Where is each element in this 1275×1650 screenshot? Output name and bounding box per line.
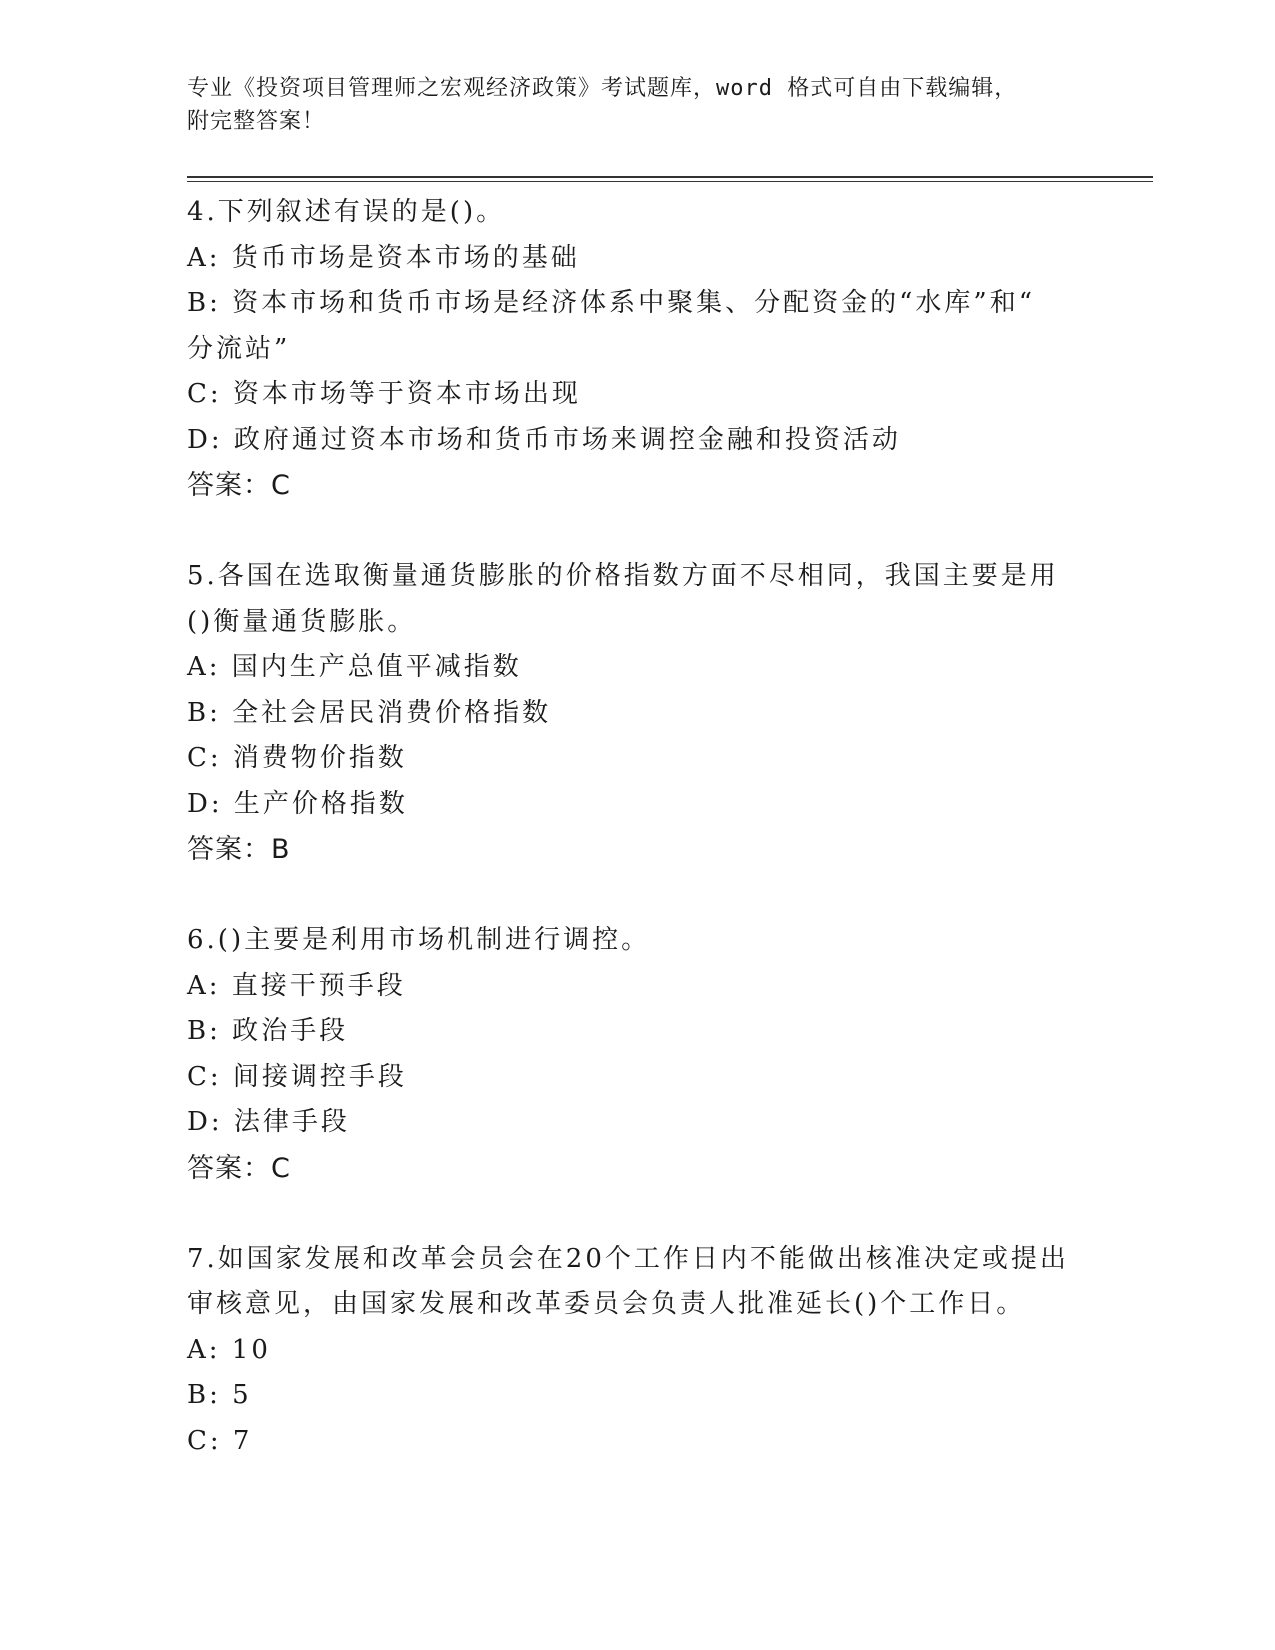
option-b: B: 全社会居民消费价格指数 bbox=[187, 697, 552, 728]
question-stem: 6.()主要是利用市场机制进行调控。 bbox=[187, 925, 651, 955]
question-5 bbox=[187, 554, 1087, 873]
option-d: D: 生产价格指数 bbox=[187, 788, 408, 819]
option-c: C: 7 bbox=[187, 1425, 253, 1456]
question-list bbox=[187, 190, 1087, 1464]
option-c: C: 消费物价指数 bbox=[187, 743, 407, 773]
question-4 bbox=[187, 190, 1087, 509]
answer: 答案：B bbox=[187, 834, 291, 865]
header-line-1: 专业《投资项目管理师之宏观经济政策》考试题库，word 格式可自由下载编辑， bbox=[187, 76, 1018, 101]
document-header bbox=[187, 72, 1047, 138]
question-stem: 4.下列叙述有误的是()。 bbox=[187, 197, 506, 227]
option-b-continued: 分流站” bbox=[187, 333, 291, 364]
option-d: D: 法律手段 bbox=[187, 1107, 350, 1137]
header-rule-thick bbox=[187, 176, 1153, 178]
answer: 答案：C bbox=[187, 1152, 291, 1184]
answer: 答案：C bbox=[187, 470, 291, 501]
question-7 bbox=[187, 1237, 1087, 1465]
question-stem-continued: 审核意见，由国家发展和改革委员会负责人批准延长()个工作日。 bbox=[187, 1289, 1026, 1319]
option-c: C: 间接调控手段 bbox=[187, 1061, 407, 1092]
option-a: A: 直接干预手段 bbox=[187, 970, 406, 1001]
question-6 bbox=[187, 918, 1087, 1191]
option-b: B: 资本市场和货币市场是经济体系中聚集、分配资金的“水库”和“ bbox=[187, 288, 1036, 318]
option-a: A: 货币市场是资本市场的基础 bbox=[187, 242, 580, 273]
header-rule-thin bbox=[187, 181, 1153, 182]
question-stem-continued: ()衡量通货膨胀。 bbox=[187, 606, 417, 637]
option-c: C: 资本市场等于资本市场出现 bbox=[187, 379, 581, 409]
option-a: A: 10 bbox=[187, 1334, 271, 1365]
option-b: B: 5 bbox=[187, 1380, 252, 1410]
question-stem: 5.各国在选取衡量通货膨胀的价格指数方面不尽相同，我国主要是用 bbox=[187, 561, 1059, 591]
question-stem: 7.如国家发展和改革会员会在20个工作日内不能做出核准决定或提出 bbox=[187, 1243, 1069, 1274]
option-b: B: 政治手段 bbox=[187, 1016, 349, 1046]
header-line-2: 附完整答案！ bbox=[187, 109, 326, 134]
option-a: A: 国内生产总值平减指数 bbox=[187, 652, 522, 682]
option-d: D: 政府通过资本市场和货币市场来调控金融和投资活动 bbox=[187, 424, 901, 455]
